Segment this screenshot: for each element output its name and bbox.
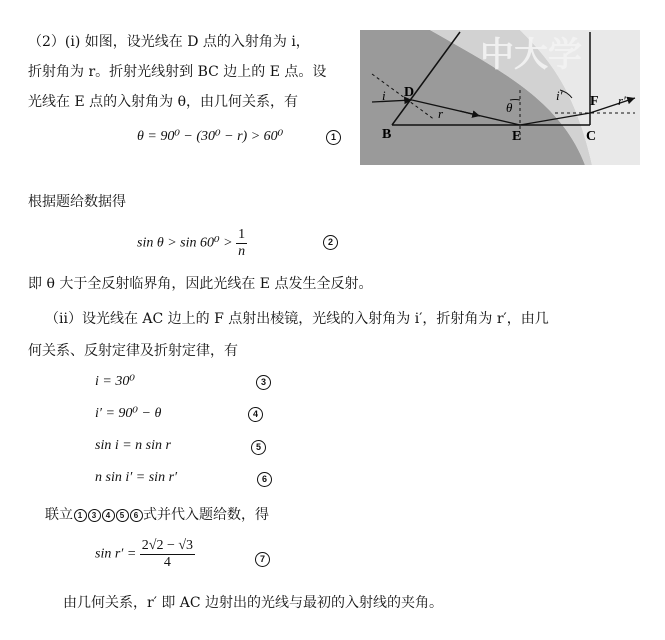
conclusion-text: 即 θ 大于全反射临界角，因此光线在 E 点发生全反射。 <box>28 276 373 292</box>
combine-line <box>45 506 269 524</box>
label-r: r <box>438 106 444 121</box>
equation-3-number: 3 <box>256 375 271 390</box>
part-ii-line-2: 何关系、反射定律及折射定律，有 <box>28 343 238 359</box>
label-B: B <box>382 127 392 142</box>
combine-prefix: 联立 <box>45 507 73 523</box>
equation-4: i′ = 90⁰ − θ <box>95 406 162 421</box>
prism-diagram-svg <box>360 30 640 165</box>
label-E: E <box>512 129 522 144</box>
equation-2-fraction <box>236 227 247 260</box>
given-text: 根据题给数据得 <box>28 194 126 210</box>
equation-5-number: 5 <box>251 440 266 455</box>
equation-2-denominator: n <box>238 244 246 259</box>
combine-ref-3: 3 <box>88 509 101 522</box>
final-text: 由几何关系，r′ 即 AC 边射出的光线与最初的入射线的夹角。 <box>63 595 444 611</box>
label-theta: θ <box>506 100 513 115</box>
equation-5: sin i = n sin r <box>95 438 171 453</box>
intro-line-2: 折射角为 r。折射光线射到 BC 边上的 E 点。设 <box>28 64 327 80</box>
equation-2-lhs: sin θ > sin 60⁰ > <box>137 235 233 251</box>
equation-6-number: 6 <box>257 472 272 487</box>
label-F: F <box>590 94 599 109</box>
intro-line-1: （2）(ⅰ) 如图，设光线在 D 点的入射角为 i， <box>28 34 310 50</box>
equation-2-number: 2 <box>323 235 338 250</box>
equation-7 <box>95 538 195 571</box>
combine-ref-6: 6 <box>130 509 143 522</box>
label-C: C <box>586 129 597 144</box>
equation-4-number: 4 <box>248 407 263 422</box>
equation-7-denominator: 4 <box>163 555 171 570</box>
prism-diagram <box>360 30 640 165</box>
equation-3: i = 30⁰ <box>95 374 135 389</box>
equation-1-number: 1 <box>326 130 341 145</box>
combine-ref-4: 4 <box>102 509 115 522</box>
part-ii-line-1: （ii）设光线在 AC 边上的 F 点射出棱镜，光线的入射角为 i′，折射角为 r′，由几 <box>45 311 549 327</box>
label-D: D <box>404 85 415 100</box>
label-i: i <box>382 88 386 103</box>
equation-7-lhs: sin r′ = <box>95 546 137 562</box>
combine-ref-5: 5 <box>116 509 129 522</box>
equation-7-number: 7 <box>255 552 270 567</box>
equation-1: θ = 90⁰ − (30⁰ − r) > 60⁰ <box>137 129 284 144</box>
equation-2 <box>137 227 247 260</box>
label-r-prime: r′ <box>618 93 626 108</box>
watermark-text: 中大学 <box>480 35 582 75</box>
equation-7-fraction <box>140 538 195 571</box>
combine-ref-1: 1 <box>74 509 87 522</box>
label-i-prime: i′ <box>556 88 563 103</box>
equation-7-numerator: 2√2 − √3 <box>141 538 194 553</box>
equation-2-numerator: 1 <box>238 227 246 242</box>
combine-suffix: 式并代入题给数，得 <box>143 507 269 523</box>
equation-6: n sin i′ = sin r′ <box>95 470 178 485</box>
intro-line-3: 光线在 E 点的入射角为 θ，由几何关系，有 <box>28 94 298 110</box>
